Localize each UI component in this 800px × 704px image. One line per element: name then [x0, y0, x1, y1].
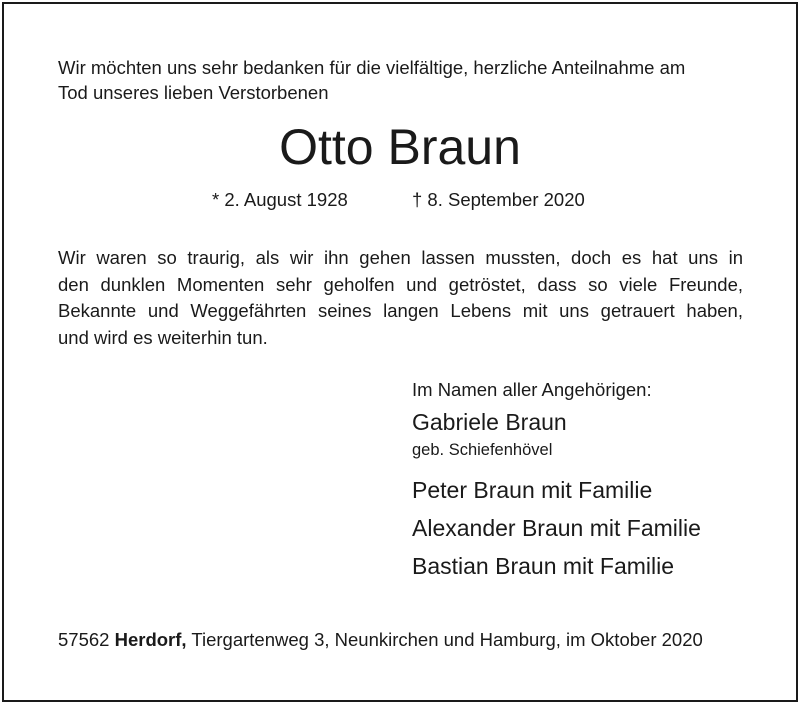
postal-code: 57562: [58, 629, 110, 650]
address-rest: Tiergartenweg 3, Neunkirchen und Hamburg, im Oktober 2020: [191, 629, 703, 650]
primary-signer-name: Gabriele Braun: [412, 409, 567, 435]
signers-lead: Im Namen aller Angehörigen:: [412, 379, 652, 400]
death-date: † 8. September 2020: [412, 189, 585, 210]
signers-block: [412, 378, 782, 585]
intro-line-2: Tod unseres lieben Verstorbenen: [58, 82, 329, 103]
notice-border: [2, 2, 798, 702]
message-line: und wird es weiterhin tun.: [58, 326, 268, 348]
maiden-name: geb. Schiefenhövel: [412, 441, 553, 459]
family-signer: Alexander Braun mit Familie: [412, 515, 701, 541]
deceased-name: Otto Braun: [279, 119, 521, 175]
family-signer: Bastian Braun mit Familie: [412, 553, 675, 579]
message-line: Wir waren so traurig, als wir ihn gehen lassen mussten, doch es hat uns in: [58, 247, 743, 268]
footer-address: [58, 628, 758, 652]
message-line: Bekannte und Weggefährten seines langen Lebens mit uns getrauert haben,: [58, 300, 743, 321]
family-signer: Peter Braun mit Familie: [412, 477, 653, 503]
city-name: Herdorf,: [114, 629, 187, 650]
intro-text: [58, 55, 748, 105]
message-line: den dunklen Momenten sehr geholfen und getröstet, dass so viele Freunde,: [58, 273, 743, 295]
birth-date: * 2. August 1928: [212, 189, 348, 210]
message-text: [58, 245, 743, 351]
intro-line-1: Wir möchten uns sehr bedanken für die vielfältige, herzliche Anteilnahme am: [58, 57, 686, 78]
